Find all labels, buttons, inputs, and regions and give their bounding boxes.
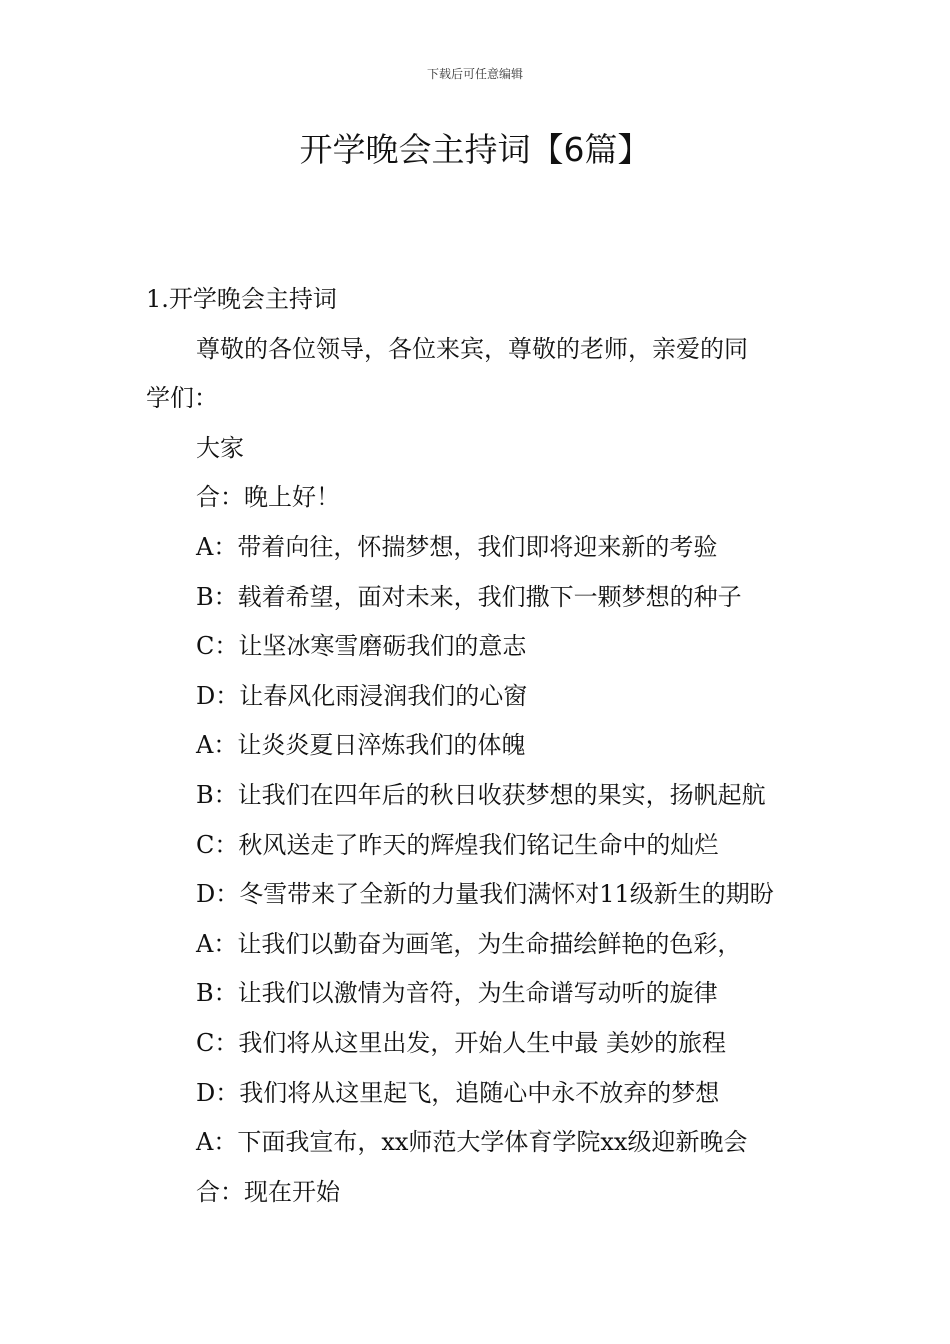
header-note: 下载后可任意编辑: [426, 67, 523, 81]
script-line: B：让我们以激情为音符，为生命谱写动听的旋律: [196, 979, 718, 1008]
script-line: 合：现在开始: [196, 1177, 340, 1206]
script-line: B：载着希望，面对未来，我们撒下一颗梦想的种子: [196, 582, 742, 611]
script-line: D：让春风化雨浸润我们的心窗: [196, 681, 528, 710]
script-line: 大家: [196, 433, 244, 462]
script-line: D：冬雪带来了全新的力量我们满怀对11级新生的期盼: [196, 880, 774, 909]
document-body: [146, 275, 816, 1217]
script-line: D：我们将从这里起飞，追随心中永不放弃的梦想: [196, 1078, 720, 1107]
document-title: 开学晚会主持词【6篇】: [299, 130, 651, 169]
script-line: C：让坚冰寒雪磨砺我们的意志: [196, 632, 527, 661]
greeting-line: 尊敬的各位领导，各位来宾，尊敬的老师，亲爱的同: [196, 334, 748, 363]
script-line: C：我们将从这里出发，开始人生中最 美妙的旅程: [196, 1028, 726, 1057]
script-line: C：秋风送走了昨天的辉煌我们铭记生命中的灿烂: [196, 830, 719, 859]
script-line: A：下面我宣布，xx师范大学体育学院xx级迎新晚会: [196, 1128, 748, 1157]
script-line: A：带着向往，怀揣梦想，我们即将迎来新的考验: [196, 532, 718, 561]
script-line: B：让我们在四年后的秋日收获梦想的果实，扬帆起航: [196, 780, 766, 809]
script-line: A：让炎炎夏日淬炼我们的体魄: [196, 731, 526, 760]
script-line: A：让我们以勤奋为画笔，为生命描绘鲜艳的色彩，: [196, 929, 742, 958]
script-line: 合：晚上好！: [196, 483, 340, 512]
greeting-line-continued: 学们：: [146, 384, 218, 413]
section-heading: 1.开学晚会主持词: [146, 285, 337, 313]
